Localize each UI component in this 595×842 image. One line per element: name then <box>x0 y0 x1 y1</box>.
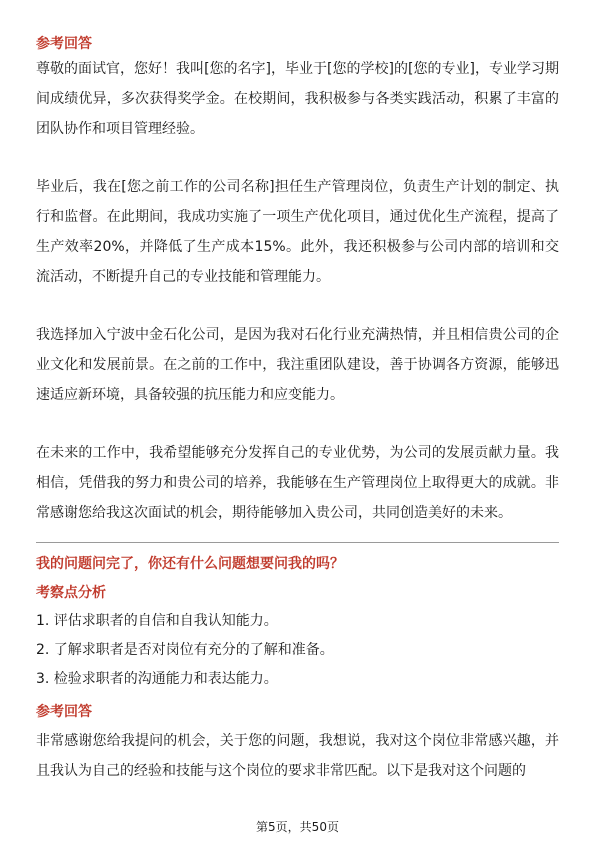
answer-paragraph-5: 非常感谢您给我提问的机会，关于您的问题，我想说，我对这个岗位非常感兴趣，并且我认为自己的经验和技能与这个岗位的要求非常匹配。以下是我对这个问题的 <box>36 733 559 779</box>
analysis-heading: 考察点分析 <box>36 585 106 601</box>
answer-paragraph-2: 毕业后，我在[您之前工作的公司名称]担任生产管理岗位，负责生产计划的制定、执行和监督。在此期间，我成功实施了一项生产优化项目，通过优化生产流程，提高了生产效率20%，并降低了生产成本15%。此外，我还积极参与公司内部的培训和交流活动，不断提升自己的专业技能和管理能力。 <box>36 179 559 285</box>
paragraph-spacer <box>36 410 559 438</box>
paragraph-spacer <box>36 292 559 320</box>
answer-heading-2: 参考回答 <box>36 704 92 720</box>
list-item: 3. 检验求职者的沟通能力和表达能力。 <box>36 671 278 687</box>
list-item: 1. 评估求职者的自信和自我认知能力。 <box>36 613 278 629</box>
answer-paragraph-1: 尊敬的面试官，您好！我叫[您的名字]，毕业于[您的学校]的[您的专业]，专业学习期间成绩优异，多次获得奖学金。在校期间，我积极参与各类实践活动，积累了丰富的团队协作和项目管理经验。 <box>36 61 559 137</box>
analysis-list <box>36 607 559 694</box>
answer-heading: 参考回答 <box>36 36 92 52</box>
section-divider <box>36 542 559 543</box>
page-number: 第5页，共50页 <box>256 820 339 834</box>
answer-paragraph-3: 我选择加入宁波中金石化公司，是因为我对石化行业充满热情，并且相信贵公司的企业文化和发展前景。在之前的工作中，我注重团队建设，善于协调各方资源，能够迅速适应新环境，具备较强的抗压能力和应变能力。 <box>36 327 559 403</box>
list-item: 2. 了解求职者是否对岗位有充分的了解和准备。 <box>36 642 334 658</box>
question-title: 我的问题问完了，你还有什么问题想要问我的吗？ <box>36 556 344 572</box>
document-page <box>36 34 559 786</box>
answer-paragraph-4: 在未来的工作中，我希望能够充分发挥自己的专业优势，为公司的发展贡献力量。我相信，凭借我的努力和贵公司的培养，我能够在生产管理岗位上取得更大的成就。非常感谢您给我这次面试的机会，期待能够加入贵公司，共同创造美好的未来。 <box>36 445 559 521</box>
paragraph-spacer <box>36 144 559 172</box>
